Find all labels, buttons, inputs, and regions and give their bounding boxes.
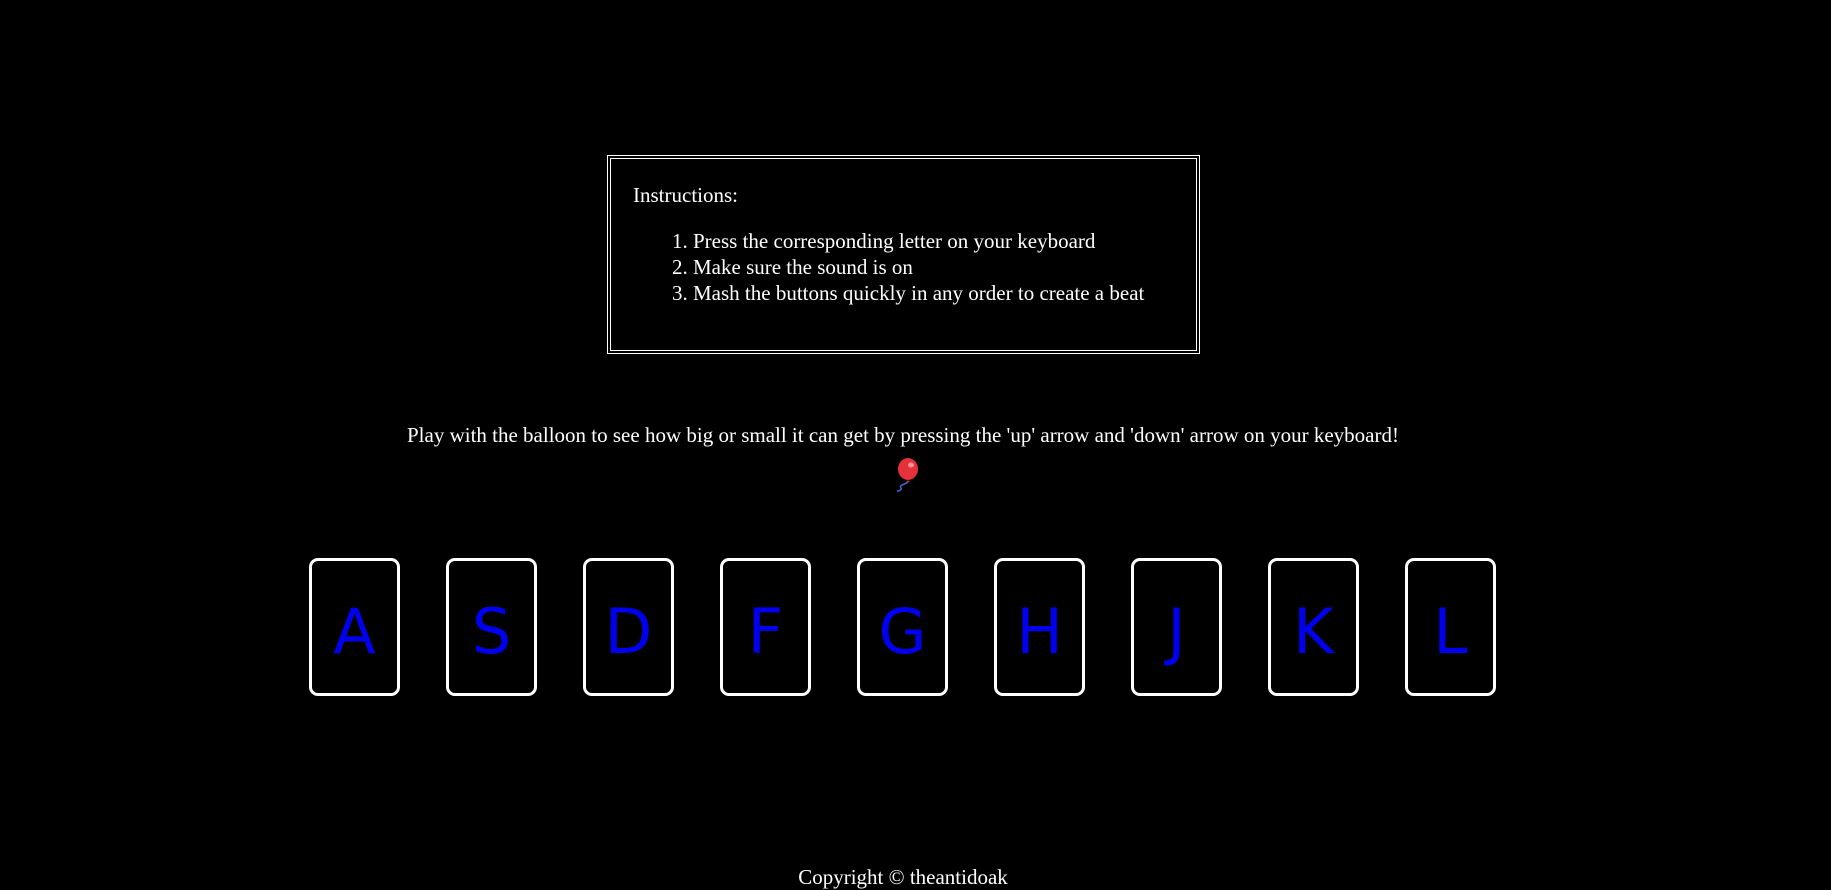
- drum-keys: [309, 558, 1496, 696]
- instructions-box: [607, 155, 1200, 354]
- instruction-step: 2. Make sure the sound is on: [693, 254, 1174, 280]
- instructions-title: Instructions:: [633, 183, 738, 207]
- key-l[interactable]: L: [1405, 558, 1496, 696]
- instruction-step: 3. Mash the buttons quickly in any order to create a beat: [693, 280, 1174, 306]
- instruction-step: 1. Press the corresponding letter on your keyboard: [693, 228, 1174, 254]
- key-h[interactable]: H: [994, 558, 1085, 696]
- balloon-icon[interactable]: [889, 458, 921, 492]
- key-g[interactable]: G: [857, 558, 948, 696]
- copyright-footer: Copyright © theantidoak: [798, 865, 1008, 889]
- key-a[interactable]: A: [309, 558, 400, 696]
- balloon-string: [897, 482, 908, 491]
- key-d[interactable]: D: [583, 558, 674, 696]
- balloon-instructions: Play with the balloon to see how big or small it can get by pressing the 'up' arrow and 'down' arrow on your keyboard!: [406, 423, 1399, 447]
- balloon-body: [898, 458, 918, 480]
- key-j[interactable]: J: [1131, 558, 1222, 696]
- key-f[interactable]: F: [720, 558, 811, 696]
- key-k[interactable]: K: [1268, 558, 1359, 696]
- balloon-highlight: [908, 463, 914, 468]
- key-s[interactable]: S: [446, 558, 537, 696]
- balloon-knot: [906, 480, 910, 482]
- instructions-list: [633, 228, 1174, 306]
